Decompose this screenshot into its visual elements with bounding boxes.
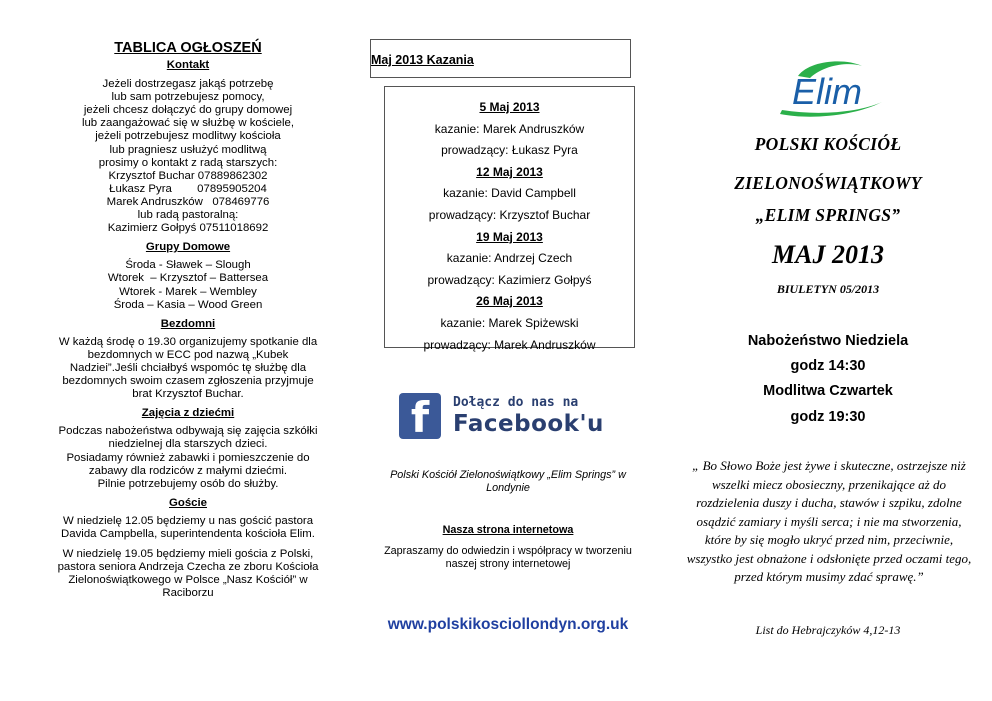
house-group-line: Wtorek - Marek – Wembley (119, 285, 257, 298)
house-groups-section (42, 259, 334, 311)
guest-line: W niedzielę 12.05 będziemy u nas gościć pastora (62, 514, 314, 527)
contact-line: jeżeli chcesz dołączyć do grupy domowej (83, 104, 293, 117)
sermon-date: 12 Maj 2013 (476, 164, 543, 179)
church-name-line: Polski Kościół Zielonoświątkowy „Elim Springs” w Londynie (390, 469, 626, 494)
children-line: Pilnie potrzebujemy osób do służby. (97, 477, 279, 490)
website-invite: Zapraszamy do odwiedzin i współpracy w tworzeniu naszej strony internetowej (384, 545, 632, 570)
contact-line: Jeżeli dostrzegasz jakąś potrzebę (102, 78, 274, 91)
sermon-date: 26 Maj 2013 (476, 294, 543, 309)
bulletin-month: MAJ 2013 (772, 240, 884, 269)
contact-section (42, 78, 334, 235)
guests-section-1 (42, 515, 334, 541)
church-title-line-2: ZIELONOŚWIĄTKOWY (734, 173, 922, 193)
facebook-banner[interactable] (399, 393, 604, 442)
website-url-link[interactable]: www.polskikosciollondyn.org.uk (387, 616, 629, 633)
house-group-line: Wtorek – Krzysztof – Battersea (107, 272, 269, 285)
bulletin-number: BIULETYN 05/2013 (776, 282, 880, 296)
children-line: niedzielnej dla starszych dzieci. (108, 438, 268, 451)
church-title-line-1: POLSKI KOŚCIÓŁ (754, 134, 902, 154)
homeless-line: brat Krzysztof Buchar. (132, 388, 244, 401)
house-groups-heading: Grupy Domowe (145, 241, 231, 254)
guest-line: W niedzielę 19.05 będziemy mieli gościa z Polski, (62, 548, 314, 561)
homeless-heading: Bezdomni (160, 317, 216, 330)
guest-line: Davida Campbella, superintendenta kościoła Elim. (61, 528, 315, 540)
facebook-logo-icon: f (399, 393, 441, 439)
guests-heading: Goście (169, 496, 207, 509)
children-line: zabawy dla rodziców z małymi dziećmi. (88, 464, 288, 477)
homeless-line: W każdą środę o 19.30 organizujemy spotkanie dla (58, 335, 318, 348)
sermon-date: 19 Maj 2013 (476, 229, 543, 244)
sermon-leader: prowadzący: Marek Andruszków (423, 337, 596, 352)
sermon-leader: prowadzący: Kazimierz Gołpyś (427, 272, 592, 287)
elim-logo (770, 56, 890, 120)
contact-line: Krzysztof Buchar 07889862302 (108, 169, 268, 182)
homeless-line: bezdomnych swoim czasem zgłoszenia przyjmuje (62, 375, 314, 388)
contact-line: lub pragniesz usłużyć modlitwą (109, 143, 267, 156)
guests-section-2 (42, 548, 334, 600)
sermon-leader: prowadzący: Łukasz Pyra (441, 143, 578, 158)
contact-line: lub sam potrzebujesz pomocy, (111, 91, 265, 104)
contact-line: Kazimierz Gołpyś 07511018692 (107, 222, 269, 235)
contact-line: Marek Andruszków 078469776 (106, 195, 270, 208)
contact-line: prosimy o kontakt z radą starszych: (98, 156, 278, 169)
guest-line: Raciborzu (162, 587, 214, 600)
sermon-preacher: kazanie: Andrzej Czech (446, 251, 573, 266)
children-line: Posiadamy również zabawki i pomieszczenie do (66, 451, 310, 464)
house-group-line: Środa - Sławek – Slough (125, 259, 251, 272)
facebook-name-text: Facebook'u (453, 411, 604, 437)
scripture-reference: List do Hebrajczyków 4,12-13 (755, 623, 901, 637)
children-section (42, 425, 334, 490)
sermon-date: 5 Maj 2013 (479, 100, 540, 114)
website-heading: Nasza strona internetowa (442, 524, 574, 536)
guest-line: pastora seniora Andrzeja Czecha ze zboru Kościoła (57, 561, 319, 574)
homeless-line: Nadziei”.Jeśli chciałbyś wspomóc tę służbę dla (69, 361, 307, 374)
sermon-leader: prowadzący: Krzysztof Buchar (428, 207, 591, 222)
contact-line: jeżeli potrzebujesz modlitwy kościoła (95, 130, 281, 143)
church-title-line-3: „ELIM SPRINGS” (755, 205, 901, 225)
sermon-preacher: kazanie: Marek Andruszków (434, 121, 585, 136)
sermon-preacher: kazanie: David Campbell (443, 186, 576, 201)
scripture-quote: „ Bo Słowo Boże jest żywe i skuteczne, ostrzejsze niż wszelki miecz obosieczny, przenikające aż do rozdzielenia duszy i ducha, stawów i szpiku, zdolne osądzić zamiary i myśli serca; i nie ma stworzenia, które by się mogło ukryć przed nim, przeciwnie, wszystko jest obnażone i odsłonięte przed oczami tego, przed którym musimy zdać sprawę.” (686, 458, 972, 584)
sunday-service-label: Nabożeństwo Niedziela (747, 333, 909, 349)
children-line: Podczas nabożeństwa odbywają się zajęcia szkółki (58, 425, 318, 438)
thursday-prayer-label: Modlitwa Czwartek (763, 383, 893, 399)
logo-text: Elim (792, 71, 862, 112)
contact-line: lub radą pastoralną: (137, 209, 239, 222)
sermons-title-box (370, 39, 631, 78)
children-heading: Zajęcia z dziećmi (141, 407, 235, 420)
guest-line: Zielonoświątkowego w Polsce „Nasz Kościół” w (68, 574, 308, 587)
thursday-prayer-time: godz 19:30 (790, 409, 866, 425)
house-group-line: Środa – Kasia – Wood Green (113, 298, 263, 311)
sunday-service-time: godz 14:30 (790, 358, 866, 374)
notice-board (42, 0, 334, 600)
facebook-join-text: Dołącz do nas na (453, 395, 579, 410)
contact-line: Łukasz Pyra 07895905204 (109, 182, 267, 195)
notice-board-title: TABLICA OGŁOSZEŃ (114, 40, 262, 56)
sermons-box (384, 86, 635, 352)
sermons-title: Maj 2013 Kazania (371, 53, 474, 67)
sermon-preacher: kazanie: Marek Spiżewski (440, 315, 579, 330)
contact-line: lub zaangażować się w służbę w kościele, (81, 117, 295, 130)
homeless-line: bezdomnych w ECC pod nazwą „Kubek (87, 348, 289, 361)
contact-heading: Kontakt (166, 59, 210, 71)
homeless-section (42, 336, 334, 401)
